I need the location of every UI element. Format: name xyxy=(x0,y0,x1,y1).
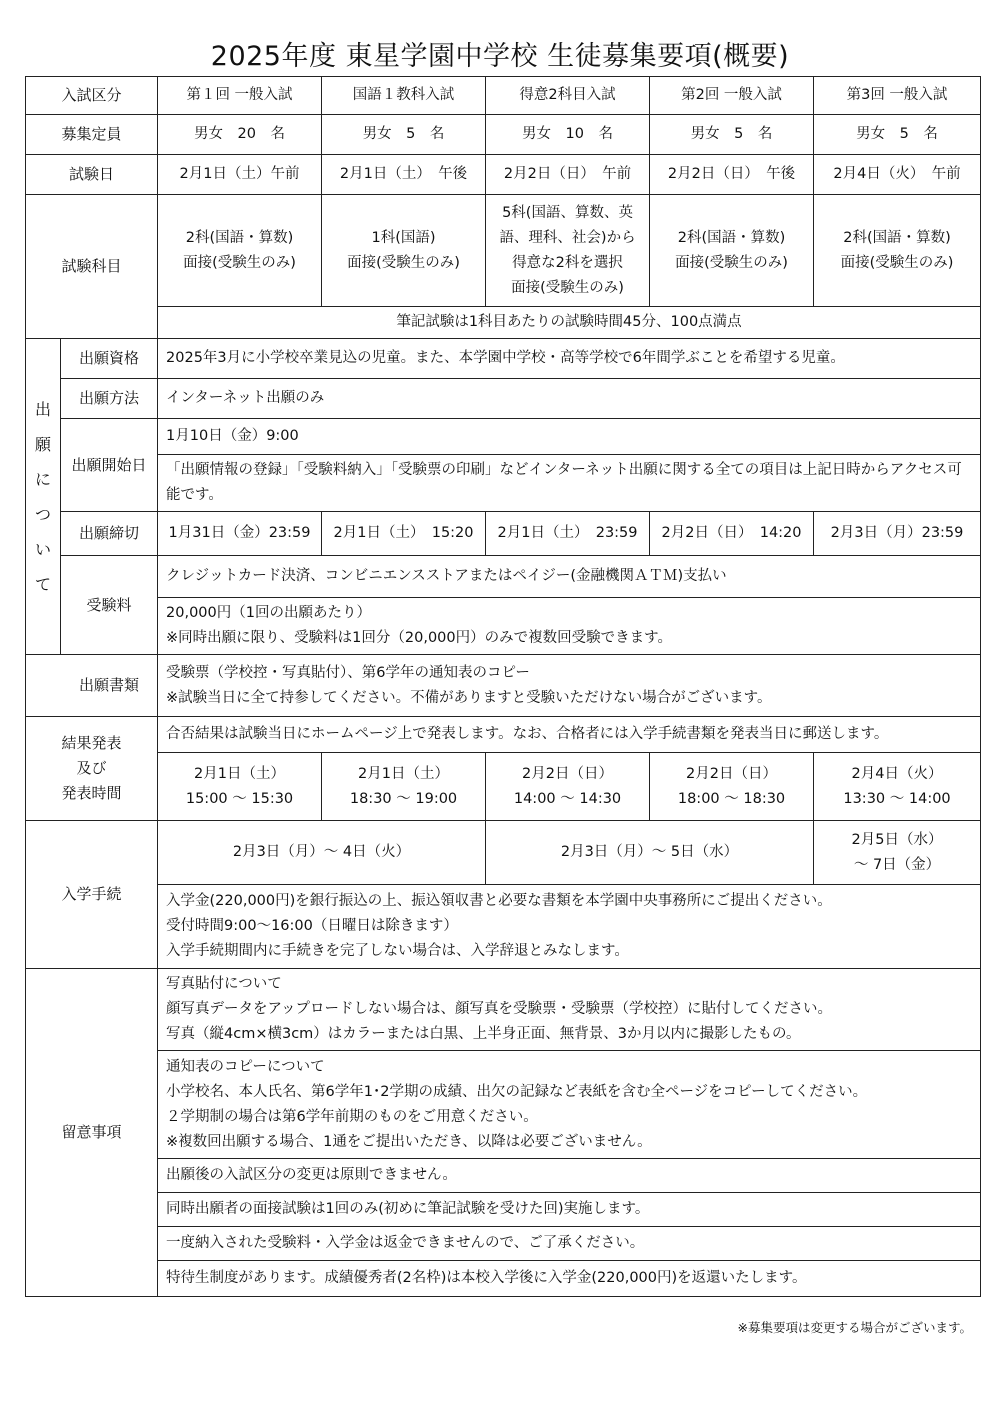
notes-refund-row xyxy=(26,1227,981,1261)
method-row xyxy=(26,379,981,419)
result-time-cell xyxy=(814,753,981,821)
result-date: 2月4日（火） xyxy=(851,765,943,782)
qualification-text: 2025年3月に小学校卒業見込の児童。また、本学園中学校・高等学校で6年間学ぶことを希望する児童。 xyxy=(158,339,981,379)
deadline-value: 2月1日（土） 23:59 xyxy=(486,512,650,556)
capacity-row xyxy=(26,115,981,155)
enrollment-label: 入学手続 xyxy=(26,821,158,969)
result-time: 15:00 ～ 15:30 xyxy=(185,790,294,807)
notes-line: 通知表のコピーについて xyxy=(166,1058,325,1075)
subject-line: 2科(国語・算数) xyxy=(185,229,294,246)
application-group-label: 出願について xyxy=(26,339,61,655)
notes-line: 写真（縦4cm×横3cm）はカラーまたは白黒、上半身正面、無背景、3か月以内に撮影したもの。 xyxy=(166,1026,801,1042)
results-label xyxy=(26,717,158,821)
fee-amount: 20,000円（1回の出願あたり） xyxy=(166,605,371,621)
subjects-cell xyxy=(158,195,322,307)
result-time-cell xyxy=(158,753,322,821)
result-date: 2月1日（土） xyxy=(358,765,449,782)
method-text: インターネット出願のみ xyxy=(158,379,981,419)
exam-date-value: 2月2日（日） 午前 xyxy=(486,155,650,195)
subjects-row xyxy=(26,195,981,307)
notes-line: ２学期制の場合は第6学年前期のものをご用意ください。 xyxy=(166,1108,538,1125)
fee-payment: クレジットカード決済、コンビニエンスストアまたはペイジー(金融機関ＡＴＭ)支払い xyxy=(158,556,981,598)
exam-date-value: 2月1日（土） 午後 xyxy=(322,155,486,195)
enrollment-details xyxy=(158,885,981,969)
fee-row xyxy=(26,556,981,598)
start-date-row xyxy=(26,419,981,455)
results-label-line: 及び xyxy=(76,759,107,777)
start-note: 「出願情報の登録」「受験料納入」「受験票の印刷」などインターネット出願に関する全ての項目は上記日時からアクセス可能です。 xyxy=(158,455,981,512)
subject-line: 面接(受験生のみ) xyxy=(183,254,296,271)
notes-report xyxy=(158,1051,981,1159)
notes-photo-row xyxy=(26,969,981,1051)
enrollment-line: 入学手続期間内に手続きを完了しない場合は、入学辞退とみなします。 xyxy=(166,943,629,959)
exam-name: 第2回 一般入試 xyxy=(650,77,814,115)
result-time-cell xyxy=(486,753,650,821)
notes-line: 小学校名、本人氏名、第6学年1･2学期の成績、出欠の記録など表紙を含む全ページをコピーしてください。 xyxy=(166,1083,868,1100)
result-time: 13:30 ～ 14:00 xyxy=(843,790,951,807)
capacity-value: 男女 5 名 xyxy=(322,115,486,155)
subject-line: 得意な2科を選択 xyxy=(512,254,623,271)
results-text: 合否結果は試験当日にホームページ上で発表します。なお、合格者には入学手続書類を発表当日に郵送します。 xyxy=(158,717,981,753)
exam-date-value: 2月4日（火） 午前 xyxy=(814,155,981,195)
exam-date-label: 試験日 xyxy=(26,155,158,195)
start-note-row xyxy=(26,455,981,512)
notes-refund: 一度納入された受験料・入学金は返金できませんので、ご了承ください。 xyxy=(158,1227,981,1261)
subject-line: 2科(国語・算数) xyxy=(843,229,951,246)
start-label: 出願開始日 xyxy=(61,419,158,512)
capacity-value: 男女 10 名 xyxy=(486,115,650,155)
exam-category-label: 入試区分 xyxy=(26,77,158,115)
result-time: 18:30 ～ 19:00 xyxy=(349,790,458,807)
exam-name: 第3回 一般入試 xyxy=(814,77,981,115)
method-label: 出願方法 xyxy=(61,379,158,419)
enrollment-period xyxy=(814,821,981,885)
capacity-value: 男女 5 名 xyxy=(814,115,981,155)
start-date: 1月10日（金）9:00 xyxy=(158,419,981,455)
subjects-cell xyxy=(322,195,486,307)
notes-line: 写真貼付について xyxy=(166,976,282,992)
page-title: 2025年度 東星学園中学校 生徒募集要項(概要) xyxy=(210,41,790,72)
fee-amount-cell xyxy=(158,598,981,655)
exam-category-row xyxy=(26,77,981,115)
subject-line: 1科(国語) xyxy=(371,229,436,246)
result-time: 18:00 ～ 18:30 xyxy=(677,790,786,807)
fee-label: 受験料 xyxy=(61,556,158,655)
capacity-value: 男女 20 名 xyxy=(158,115,322,155)
admissions-table xyxy=(25,76,981,1297)
footer-note: ※募集要項は変更する場合がございます。 xyxy=(737,1320,972,1335)
fee-amount-row xyxy=(26,598,981,655)
results-times-row xyxy=(26,753,981,821)
subjects-note: 筆記試験は1科目あたりの試験時間45分、100点満点 xyxy=(158,307,981,339)
subject-line: 5科(国語、算数、英 xyxy=(502,204,633,221)
documents-cell xyxy=(158,655,981,717)
fee-note: ※同時出願に限り、受験料は1回分（20,000円）のみで複数回受験できます。 xyxy=(166,630,672,646)
notes-line: ※複数回出願する場合、1通をご提出いただき、以降は必要ございません。 xyxy=(166,1133,652,1150)
result-time-cell xyxy=(650,753,814,821)
exam-date-row xyxy=(26,155,981,195)
notes-photo xyxy=(158,969,981,1051)
deadline-value: 2月3日（月）23:59 xyxy=(814,512,981,556)
enrollment-period-line: 2月5日（水） xyxy=(851,831,943,848)
exam-name: 国語１教科入試 xyxy=(322,77,486,115)
notes-change: 出願後の入試区分の変更は原則できません。 xyxy=(158,1159,981,1193)
results-label-line: 結果発表 xyxy=(61,734,122,752)
subject-line: 面接(受験生のみ) xyxy=(675,254,788,271)
capacity-label: 募集定員 xyxy=(26,115,158,155)
enrollment-line: 入学金(220,000円)を銀行振込の上、振込領収書と必要な書類を本学園中央事務所にご提出ください。 xyxy=(166,893,832,909)
deadline-value: 2月1日（土） 15:20 xyxy=(322,512,486,556)
subject-line: 語、理科、社会)から xyxy=(499,229,636,246)
exam-name: 第１回 一般入試 xyxy=(158,77,322,115)
results-row xyxy=(26,717,981,753)
documents-label: 出願書類 xyxy=(26,655,158,717)
enrollment-period: 2月3日（月）～ 5日（水） xyxy=(486,821,814,885)
enrollment-period: 2月3日（月）～ 4日（火） xyxy=(158,821,486,885)
notes-scholarship: 特待生制度があります。成績優秀者(2名枠)は本校入学後に入学金(220,000円)を返還いたします。 xyxy=(158,1261,981,1297)
notes-interview-row xyxy=(26,1193,981,1227)
subject-line: 面接(受験生のみ) xyxy=(511,279,624,296)
subject-line: 面接(受験生のみ) xyxy=(347,254,460,271)
deadline-value: 2月2日（日） 14:20 xyxy=(650,512,814,556)
enrollment-row xyxy=(26,821,981,885)
notes-report-row xyxy=(26,1051,981,1159)
deadline-value: 1月31日（金）23:59 xyxy=(158,512,322,556)
exam-date-value: 2月1日（土）午前 xyxy=(158,155,322,195)
subjects-cell xyxy=(486,195,650,307)
result-date: 2月2日（日） xyxy=(522,765,613,782)
qualification-row xyxy=(26,339,981,379)
subjects-note-row xyxy=(26,307,981,339)
deadline-label: 出願締切 xyxy=(61,512,158,556)
notes-scholarship-row xyxy=(26,1261,981,1297)
capacity-value: 男女 5 名 xyxy=(650,115,814,155)
documents-line: ※試験当日に全て持参してください。不備がありますと受験いただけない場合がございます。 xyxy=(166,689,772,706)
subjects-cell xyxy=(650,195,814,307)
notes-change-row xyxy=(26,1159,981,1193)
exam-date-value: 2月2日（日） 午後 xyxy=(650,155,814,195)
subjects-label: 試験科目 xyxy=(26,195,158,339)
subject-line: 面接(受験生のみ) xyxy=(840,254,954,271)
documents-row xyxy=(26,655,981,717)
result-date: 2月1日（土） xyxy=(194,765,285,782)
result-time: 14:00 ～ 14:30 xyxy=(513,790,622,807)
results-label-line: 発表時間 xyxy=(61,784,122,802)
deadline-row xyxy=(26,512,981,556)
notes-line: 顔写真データをアップロードしない場合は、顔写真を受験票・受験票（学校控）に貼付してください。 xyxy=(166,1001,832,1017)
exam-name: 得意2科目入試 xyxy=(486,77,650,115)
notes-label: 留意事項 xyxy=(26,969,158,1297)
documents-line: 受験票（学校控・写真貼付）、第6学年の通知表のコピー xyxy=(166,664,530,681)
result-date: 2月2日（日） xyxy=(686,765,777,782)
subjects-cell xyxy=(814,195,981,307)
enrollment-details-row xyxy=(26,885,981,969)
enrollment-line: 受付時間9:00～16:00（日曜日は除きます） xyxy=(166,918,458,934)
result-time-cell xyxy=(322,753,486,821)
notes-interview: 同時出願者の面接試験は1回のみ(初めに筆記試験を受けた回)実施します。 xyxy=(158,1193,981,1227)
qualification-label: 出願資格 xyxy=(61,339,158,379)
subject-line: 2科(国語・算数) xyxy=(677,229,786,246)
enrollment-period-line: ～ 7日（金） xyxy=(853,856,941,873)
